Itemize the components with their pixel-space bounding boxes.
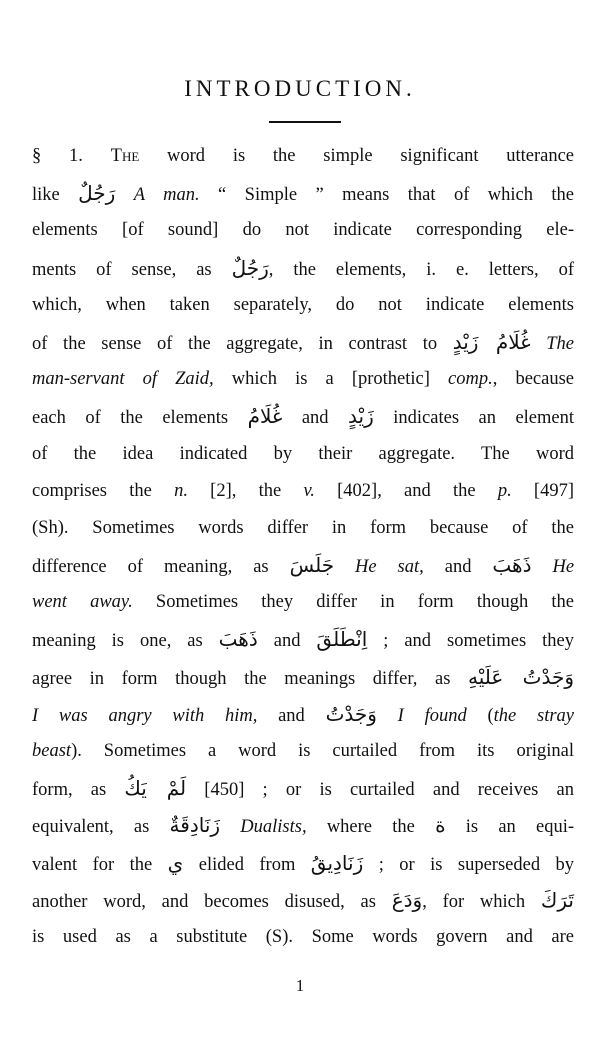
text-run: is an equi- [445, 817, 575, 838]
text-line [32, 473, 574, 510]
text-run: form, as [32, 780, 125, 801]
body-text [32, 138, 574, 956]
text-run: ( [466, 705, 494, 726]
arabic-word: زَنَادِقَةٌ [169, 813, 221, 838]
italic-gloss: He sat, [355, 557, 424, 578]
text-run: where the [306, 817, 436, 838]
arabic-word: جَلَسَ [289, 553, 335, 578]
text-line [32, 770, 574, 807]
text-run [532, 557, 553, 577]
text-run: [2], the [187, 480, 304, 501]
text-run: each of the elements [32, 408, 248, 429]
text-line [32, 621, 574, 658]
text-run: of the sense of the aggregate, in contrast to [32, 333, 453, 354]
text-run: elements [of sound] do not indicate corresponding ele- [32, 220, 574, 241]
arabic-word: رَجُلٌ [231, 255, 269, 280]
text-line [32, 807, 574, 844]
page-title: INTRODUCTION. [184, 76, 416, 101]
text-run: Sometimes they differ in form though the [132, 592, 574, 613]
text-run: , the elements, i. e. letters, of [268, 259, 574, 280]
text-run: “ Simple ” means that of which the [199, 185, 574, 206]
arabic-word: تَرَكَ [540, 887, 574, 912]
text-run: , for which [422, 891, 541, 912]
text-run [531, 334, 547, 354]
text-run: [402], and the [314, 480, 498, 501]
text-line [32, 659, 574, 696]
italic-gloss: Dualists, [240, 817, 307, 838]
italic-gloss: man-servant of Zaid, [32, 369, 214, 390]
text-run: ). Sometimes a word is curtailed from its original [71, 741, 574, 761]
italic-gloss: comp. [448, 369, 493, 390]
text-run: indicates an element [373, 408, 574, 429]
text-line [32, 398, 574, 435]
italic-gloss: The [546, 333, 574, 354]
text-line [32, 547, 574, 584]
text-run: [450] ; or is curtailed and receives an [186, 780, 574, 801]
text-line [32, 696, 574, 733]
italic-gloss: A man. [133, 185, 200, 206]
italic-gloss: n. [174, 480, 188, 501]
text-run: of the idea indicated by their aggregate. The word [32, 443, 574, 464]
text-run: equivalent, as [32, 817, 170, 838]
text-run: difference of meaning, as [32, 557, 290, 578]
text-run [115, 185, 133, 205]
text-line [32, 845, 574, 882]
arabic-word: ذَهَبَ [218, 627, 258, 652]
arabic-word: زَنَادِيقُ [310, 850, 364, 875]
arabic-word: غُلَامُ [247, 404, 283, 429]
text-line [32, 175, 574, 212]
text-run: (Sh). Sometimes words differ in form because of the [32, 517, 574, 538]
arabic-word: ذَهَبَ [492, 553, 532, 578]
text-run [334, 557, 355, 577]
text-run: agree in form though the meanings differ, as [32, 668, 468, 689]
text-run: another word, and becomes disused, as [32, 891, 392, 912]
text-run: , because [492, 369, 574, 390]
text-line [32, 584, 574, 621]
text-line [32, 212, 574, 249]
text-run: elided from [183, 854, 311, 875]
text-line [32, 250, 574, 287]
text-run: comprises the [32, 480, 175, 501]
italic-gloss: I was angry with him, [32, 705, 258, 726]
arabic-word: زَيْدٍ [348, 404, 374, 429]
italic-gloss: went away. [32, 592, 133, 613]
text-run: and [423, 557, 493, 578]
page-number: 1 [295, 976, 305, 995]
text-line [32, 510, 574, 547]
text-run: The [110, 146, 140, 166]
text-run [220, 817, 240, 837]
italic-gloss: p. [497, 480, 512, 501]
text-run: [497] [511, 480, 574, 501]
text-run: and [282, 408, 349, 429]
text-run: ; or is superseded by [363, 854, 574, 875]
italic-gloss: I found [397, 705, 467, 726]
arabic-word: اِنْطَلَقَ [316, 627, 368, 652]
italic-gloss: beast [32, 741, 72, 761]
text-line [32, 733, 574, 770]
arabic-word: ة [435, 813, 446, 838]
arabic-word: وَجَدْتُ عَلَيْهِ [468, 664, 574, 689]
text-line [32, 361, 574, 398]
arabic-word: وَجَدْتُ [325, 701, 377, 726]
text-line [32, 324, 574, 361]
text-run: which, when taken separately, do not indicate elements [32, 294, 574, 315]
text-run: and [257, 705, 326, 726]
text-line [32, 436, 574, 473]
text-run: and [257, 631, 317, 652]
arabic-word: غُلَامُ زَيْدٍ [452, 329, 531, 354]
text-run: like [32, 185, 79, 206]
italic-gloss: v. [303, 480, 315, 501]
text-line [32, 919, 574, 956]
text-run: is used as a substitute (S). Some words govern and are [32, 926, 574, 947]
text-run: meaning is one, as [32, 631, 219, 652]
text-run: valent for the [32, 854, 168, 875]
arabic-word: لَمْ يَكُ [124, 776, 187, 801]
italic-gloss: the stray [493, 705, 575, 726]
arabic-word: رَجُلٌ [78, 181, 116, 206]
title-rule [269, 121, 341, 123]
text-line [32, 138, 574, 175]
text-line [32, 882, 574, 919]
arabic-word: ي [167, 850, 184, 875]
text-run: ; and sometimes they [367, 631, 574, 652]
text-line [32, 287, 574, 324]
italic-gloss: He [552, 557, 575, 578]
text-run [377, 706, 398, 726]
arabic-word: وَدَعَ [391, 887, 423, 912]
text-run: which is a [prothetic] [213, 369, 449, 390]
text-run: ments of sense, as [32, 259, 232, 280]
text-run: § 1. [32, 146, 111, 166]
text-run: word is the simple significant utterance [139, 146, 574, 166]
